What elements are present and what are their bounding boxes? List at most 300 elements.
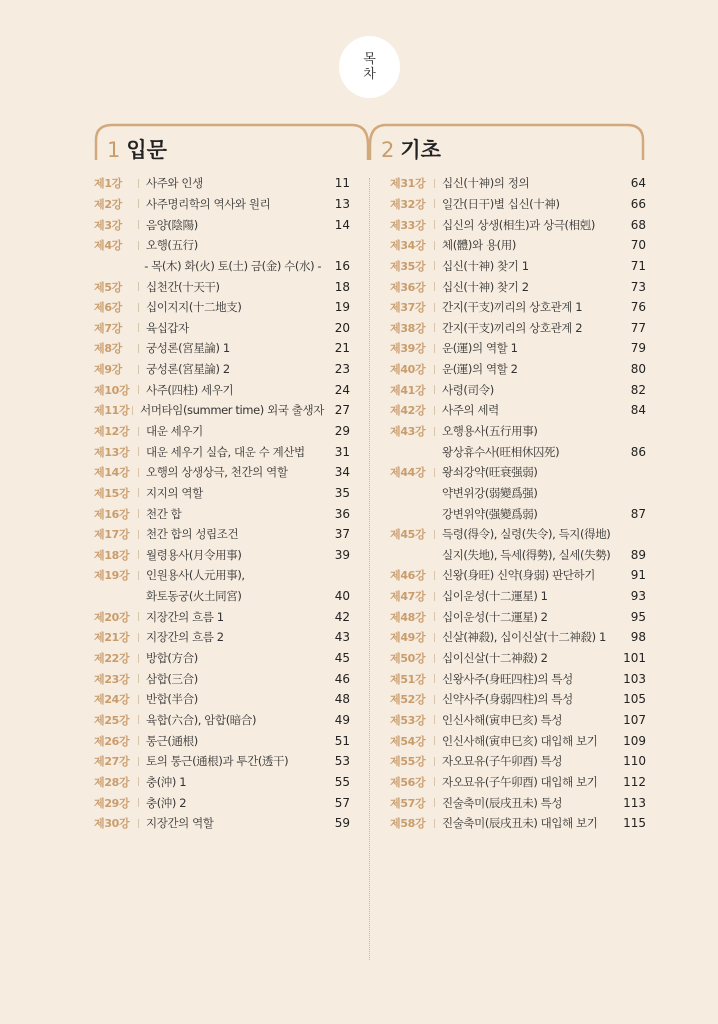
page-number: 42: [334, 609, 350, 624]
lecture-number: 제55강: [390, 755, 426, 769]
lecture-title: 사주명리학의 역사와 원리: [146, 196, 271, 211]
lecture-number: 제2강: [94, 197, 123, 211]
lecture-number: 제23강: [94, 672, 130, 686]
lecture-title: 사주의 세력: [442, 403, 499, 418]
lecture-number: 제11강: [94, 404, 130, 418]
page-number: 95: [630, 609, 646, 624]
lecture-title: 궁성론(宮星論) 1: [146, 341, 230, 356]
lecture-title: 간지(干支)끼리의 상호관계 1: [442, 300, 583, 315]
separator: [138, 179, 139, 188]
lecture-title: 사주와 인생: [146, 176, 203, 191]
separator: [434, 612, 435, 621]
page-number: 11: [334, 176, 350, 191]
lecture-title: 궁성론(宮星論) 2: [146, 362, 230, 377]
page-number: 55: [334, 774, 350, 789]
lecture-number: 제12강: [94, 425, 130, 438]
toc-entry[interactable]: [94, 194, 350, 215]
lecture-number: 제29강: [94, 796, 130, 810]
page-number: 86: [630, 444, 646, 459]
lecture-number: 제35강: [390, 259, 426, 273]
toc-entry[interactable]: [94, 379, 350, 400]
lecture-number: 제53강: [390, 713, 426, 727]
separator: [434, 736, 435, 745]
lecture-title: 십신(十神) 찾기 2: [442, 279, 529, 294]
page-number: 59: [334, 816, 350, 831]
toc-entry[interactable]: [390, 214, 646, 235]
separator: [434, 674, 435, 683]
lecture-title: 왕쇠강약(旺衰强弱): [442, 465, 538, 480]
toc-entry-continuation[interactable]: [94, 256, 350, 277]
lecture-number: 제21강: [94, 631, 130, 645]
lecture-number: 제45강: [390, 528, 426, 542]
lecture-title: 체(體)와 용(用): [442, 238, 516, 253]
lecture-number: 제49강: [390, 631, 426, 645]
separator: [138, 323, 139, 332]
toc-entry[interactable]: [94, 503, 350, 524]
lecture-title: 지장간의 역할: [146, 816, 214, 831]
lecture-number: 제25강: [94, 713, 130, 727]
lecture-number: 제50강: [390, 652, 426, 666]
separator: [138, 550, 139, 559]
lecture-number: 제58강: [390, 817, 426, 831]
page-number: 23: [334, 362, 350, 377]
page-number: 79: [630, 341, 646, 356]
page-number: 37: [334, 527, 350, 542]
page-number: 84: [630, 403, 646, 418]
lecture-number: 제1강: [94, 177, 123, 191]
separator: [434, 406, 435, 415]
lecture-title: 서머타임(summer time) 외국 출생자: [140, 403, 324, 418]
separator: [138, 777, 139, 786]
toc-entry[interactable]: [390, 792, 646, 813]
separator: [132, 406, 133, 415]
toc-entry[interactable]: [94, 751, 350, 772]
toc-entry[interactable]: [94, 359, 350, 380]
separator: [434, 385, 435, 394]
page-number: 19: [334, 300, 350, 315]
page-number: 71: [630, 258, 646, 273]
page-number: 20: [334, 320, 350, 335]
toc-entry[interactable]: [94, 400, 350, 421]
toc-entry[interactable]: [390, 421, 646, 442]
separator: [434, 715, 435, 724]
lecture-title: 신약사주(身弱四柱)의 특성: [442, 692, 573, 707]
lecture-title: 사주(四柱) 세우기: [146, 382, 234, 397]
page-number: 18: [334, 279, 350, 294]
lecture-title: 자오묘유(子午卯酉) 대입해 보기: [442, 774, 598, 789]
lecture-title: 자오묘유(子午卯酉) 특성: [442, 754, 563, 769]
lecture-number: 제57강: [390, 796, 426, 810]
lecture-title: 충(沖) 1: [146, 774, 187, 789]
toc-entry[interactable]: [94, 338, 350, 359]
section-brackets: [0, 0, 718, 200]
section-1-heading: [107, 134, 167, 164]
section-2-list: [390, 173, 646, 834]
page-number: 53: [334, 754, 350, 769]
toc-entry[interactable]: [94, 462, 350, 483]
section-title: 입문: [126, 138, 167, 162]
lecture-title: 십천간(十天干): [146, 279, 220, 294]
lecture-number: 제31강: [390, 177, 426, 191]
page-number: 13: [334, 196, 350, 211]
separator: [434, 468, 435, 477]
page-number: 73: [630, 279, 646, 294]
lecture-number: 제24강: [94, 693, 130, 707]
separator: [138, 654, 139, 663]
lecture-number: 제40강: [390, 363, 426, 377]
lecture-number: 제28강: [94, 775, 130, 789]
lecture-title: 실지(失地), 득세(得勢), 실세(失勢): [442, 547, 611, 562]
lecture-title: 대운 세우기 실습, 대운 수 계산법: [146, 444, 305, 459]
separator: [138, 303, 139, 312]
toc-entry[interactable]: [390, 813, 646, 834]
lecture-title: 오행용사(五行用事): [442, 424, 538, 438]
separator: [138, 633, 139, 642]
section-2-heading: [381, 134, 441, 164]
lecture-title: 약변위강(弱變爲强): [442, 485, 538, 500]
separator: [138, 427, 139, 436]
toc-entry[interactable]: [94, 214, 350, 235]
lecture-number: 제13강: [94, 445, 130, 459]
separator: [434, 323, 435, 332]
lecture-number: 제6강: [94, 301, 123, 315]
lecture-number: 제54강: [390, 734, 426, 748]
toc-entry[interactable]: [94, 606, 350, 627]
toc-entry-continuation[interactable]: [94, 586, 350, 607]
page-number: 70: [630, 238, 646, 253]
toc-entry[interactable]: [390, 648, 646, 669]
toc-entry[interactable]: [390, 524, 646, 545]
separator: [138, 488, 139, 497]
separator: [434, 220, 435, 229]
toc-entry[interactable]: [390, 627, 646, 648]
lecture-number: 제56강: [390, 775, 426, 789]
toc-entry[interactable]: [390, 317, 646, 338]
lecture-number: 제42강: [390, 404, 426, 418]
separator: [138, 282, 139, 291]
lecture-title: 진술축미(辰戌丑未) 특성: [442, 795, 563, 810]
lecture-title: 통근(通根): [146, 733, 198, 748]
lecture-title: 충(沖) 2: [146, 795, 187, 810]
toc-entry[interactable]: [94, 565, 350, 586]
toc-entry[interactable]: [94, 710, 350, 731]
lecture-title: 십이운성(十二運星) 2: [442, 609, 548, 624]
lecture-title: - 목(木) 화(火) 토(土) 금(金) 수(水) -: [144, 258, 322, 273]
lecture-number: 제37강: [390, 301, 426, 315]
toc-entry-continuation[interactable]: [390, 503, 646, 524]
toc-entry[interactable]: [390, 689, 646, 710]
lecture-title: 인신사해(寅申巳亥) 특성: [442, 712, 563, 727]
lecture-number: 제39강: [390, 342, 426, 356]
lecture-title: 음양(陰陽): [146, 217, 198, 232]
lecture-number: 제33강: [390, 218, 426, 232]
lecture-number: 제14강: [94, 466, 130, 480]
page-number: 109: [623, 733, 646, 748]
lecture-title: 신왕(身旺) 신약(身弱) 판단하기: [442, 568, 595, 583]
lecture-number: 제10강: [94, 383, 130, 397]
toc-entry[interactable]: [94, 668, 350, 689]
lecture-title: 간지(干支)끼리의 상호관계 2: [442, 320, 583, 335]
separator: [138, 819, 139, 828]
separator: [434, 571, 435, 580]
section-title: 기초: [400, 138, 441, 162]
lecture-number: 제48강: [390, 610, 426, 624]
lecture-number: 제19강: [94, 569, 130, 583]
toc-entry[interactable]: [390, 772, 646, 793]
separator: [434, 344, 435, 353]
toc-entry[interactable]: [94, 276, 350, 297]
page-number: 40: [334, 589, 350, 604]
lecture-title: 진술축미(辰戌丑未) 대입해 보기: [442, 816, 598, 831]
lecture-number: 제17강: [94, 528, 130, 542]
page-number: 36: [334, 506, 350, 521]
separator: [138, 674, 139, 683]
separator: [138, 385, 139, 394]
lecture-number: 제51강: [390, 672, 426, 686]
toc-entry[interactable]: [390, 565, 646, 586]
lecture-number: 제9강: [94, 363, 123, 377]
separator: [138, 468, 139, 477]
toc-entry[interactable]: [94, 524, 350, 545]
toc-entry[interactable]: [94, 792, 350, 813]
toc-entry[interactable]: [390, 730, 646, 751]
lecture-title: 지장간의 흐름 2: [146, 630, 224, 645]
lecture-number: 제47강: [390, 590, 426, 604]
lecture-title: 대운 세우기: [146, 424, 203, 438]
lecture-number: 제52강: [390, 693, 426, 707]
page-number: 110: [623, 754, 646, 769]
page-number: 34: [334, 465, 350, 480]
badge-text-1: 목: [363, 52, 376, 67]
page-number: 91: [630, 568, 646, 583]
lecture-number: 제15강: [94, 486, 130, 500]
section-number: 1: [107, 138, 121, 162]
section-number: 2: [381, 138, 395, 162]
lecture-title: 인신사해(寅申巳亥) 대입해 보기: [442, 733, 598, 748]
lecture-title: 운(運)의 역할 2: [442, 362, 518, 377]
lecture-number: 제36강: [390, 280, 426, 294]
separator: [434, 365, 435, 374]
separator: [138, 757, 139, 766]
separator: [138, 695, 139, 704]
lecture-number: 제22강: [94, 652, 130, 666]
lecture-title: 득령(得令), 실령(失令), 득지(得地): [442, 527, 611, 542]
toc-entry[interactable]: [94, 772, 350, 793]
page-number: 107: [623, 712, 646, 727]
toc-entry[interactable]: [390, 606, 646, 627]
toc-entry[interactable]: [94, 730, 350, 751]
toc-entry[interactable]: [94, 483, 350, 504]
lecture-number: 제5강: [94, 280, 123, 294]
toc-entry[interactable]: [390, 710, 646, 731]
lecture-title: 신왕사주(身旺四柱)의 특성: [442, 671, 573, 686]
page-number: 64: [630, 176, 646, 191]
page-number: 98: [630, 630, 646, 645]
lecture-number: 제27강: [94, 755, 130, 769]
lecture-number: 제18강: [94, 548, 130, 562]
page-number: 105: [623, 692, 646, 707]
toc-entry-continuation[interactable]: [390, 441, 646, 462]
lecture-title: 육십갑자: [146, 320, 189, 335]
lecture-number: 제44강: [390, 466, 426, 480]
toc-entry[interactable]: [390, 668, 646, 689]
separator: [138, 447, 139, 456]
separator: [138, 715, 139, 724]
lecture-number: 제38강: [390, 321, 426, 335]
lecture-number: 제20강: [94, 610, 130, 624]
page-number: 113: [623, 795, 646, 810]
separator: [138, 344, 139, 353]
lecture-title: 화토동궁(火土同宮): [146, 589, 242, 604]
page-number: 68: [630, 217, 646, 232]
lecture-title: 십신(十神) 찾기 1: [442, 258, 529, 273]
page-number: 89: [630, 547, 646, 562]
separator: [138, 736, 139, 745]
lecture-title: 토의 통근(通根)과 투간(透干): [146, 754, 289, 769]
separator: [138, 530, 139, 539]
lecture-title: 삼합(三合): [146, 671, 198, 686]
lecture-title: 십이운성(十二運星) 1: [442, 589, 548, 604]
separator: [434, 798, 435, 807]
separator: [434, 633, 435, 642]
separator: [434, 819, 435, 828]
toc-entry[interactable]: [390, 379, 646, 400]
lecture-number: 제41강: [390, 383, 426, 397]
lecture-title: 신살(神殺), 십이신살(十二神殺) 1: [442, 630, 606, 645]
toc-entry[interactable]: [390, 400, 646, 421]
page-number: 21: [334, 341, 350, 356]
separator: [434, 261, 435, 270]
page-number: 112: [623, 774, 646, 789]
page-number: 29: [334, 424, 350, 438]
separator: [138, 365, 139, 374]
separator: [138, 199, 139, 208]
separator: [138, 798, 139, 807]
lecture-number: 제34강: [390, 239, 426, 253]
toc-entry[interactable]: [94, 648, 350, 669]
toc-entry[interactable]: [94, 297, 350, 318]
separator: [138, 509, 139, 518]
page-number: 46: [334, 671, 350, 686]
toc-entry[interactable]: [94, 235, 350, 256]
toc-entry[interactable]: [94, 441, 350, 462]
toc-entry[interactable]: [94, 545, 350, 566]
page-number: 16: [334, 258, 350, 273]
lecture-title: 육합(六合), 암합(暗合): [146, 712, 257, 727]
toc-entry[interactable]: [390, 256, 646, 277]
separator: [434, 427, 435, 436]
toc-entry[interactable]: [94, 317, 350, 338]
toc-entry[interactable]: [94, 421, 350, 442]
lecture-number: 제16강: [94, 507, 130, 521]
column-divider: [369, 178, 370, 960]
toc-entry[interactable]: [390, 462, 646, 483]
page-number: 24: [334, 382, 350, 397]
toc-entry[interactable]: [390, 173, 646, 194]
separator: [434, 777, 435, 786]
separator: [434, 282, 435, 291]
page-number: 82: [630, 382, 646, 397]
separator: [434, 695, 435, 704]
lecture-number: 제43강: [390, 425, 426, 438]
lecture-number: 제7강: [94, 321, 123, 335]
toc-entry[interactable]: [94, 813, 350, 834]
lecture-number: 제32강: [390, 197, 426, 211]
lecture-title: 방합(方合): [146, 651, 198, 666]
toc-entry[interactable]: [94, 689, 350, 710]
separator: [434, 592, 435, 601]
separator: [138, 612, 139, 621]
toc-entry[interactable]: [390, 359, 646, 380]
lecture-number: 제46강: [390, 569, 426, 583]
page-number: 31: [334, 444, 350, 459]
lecture-number: 제30강: [94, 817, 130, 831]
lecture-title: 오행(五行): [146, 238, 198, 253]
lecture-title: 반합(半合): [146, 692, 198, 707]
page-number: 45: [334, 651, 350, 666]
page-number: 27: [334, 403, 350, 418]
toc-entry[interactable]: [390, 276, 646, 297]
toc-entry[interactable]: [390, 194, 646, 215]
lecture-title: 왕상휴수사(旺相休囚死): [442, 444, 560, 459]
toc-entry[interactable]: [94, 627, 350, 648]
lecture-number: 제8강: [94, 342, 123, 356]
lecture-title: 월령용사(月令用事): [146, 547, 242, 562]
lecture-title: 인원용사(人元用事),: [146, 568, 245, 583]
toc-entry[interactable]: [390, 235, 646, 256]
toc-entry[interactable]: [390, 297, 646, 318]
lecture-title: 십신(十神)의 정의: [442, 176, 530, 191]
page-number: 103: [623, 671, 646, 686]
page-number: 57: [334, 795, 350, 810]
section-1-list: [94, 173, 350, 834]
toc-entry[interactable]: [390, 338, 646, 359]
toc-entry[interactable]: [390, 751, 646, 772]
page-number: 51: [334, 733, 350, 748]
separator: [138, 220, 139, 229]
lecture-title: 강변위약(强變爲弱): [442, 506, 538, 521]
lecture-title: 천간 합: [146, 506, 182, 521]
lecture-title: 지지의 역할: [146, 485, 203, 500]
separator: [434, 241, 435, 250]
separator: [138, 571, 139, 580]
page-number: 35: [334, 485, 350, 500]
toc-entry-continuation[interactable]: [390, 483, 646, 504]
separator: [434, 179, 435, 188]
page-number: 101: [623, 651, 646, 666]
lecture-number: 제26강: [94, 734, 130, 748]
lecture-title: 십이신살(十二神殺) 2: [442, 651, 548, 666]
lecture-title: 십이지지(十二地支): [146, 300, 242, 315]
page-number: 66: [630, 196, 646, 211]
separator: [138, 241, 139, 250]
page-number: 77: [630, 320, 646, 335]
lecture-title: 사령(司令): [442, 382, 494, 397]
separator: [434, 654, 435, 663]
page-number: 14: [334, 217, 350, 232]
page-number: 93: [630, 589, 646, 604]
toc-entry[interactable]: [94, 173, 350, 194]
page-number: 49: [334, 712, 350, 727]
toc-entry-continuation[interactable]: [390, 545, 646, 566]
page-number: 48: [334, 692, 350, 707]
lecture-number: 제4강: [94, 239, 123, 253]
page-number: 43: [334, 630, 350, 645]
separator: [434, 530, 435, 539]
page-number: 87: [630, 506, 646, 521]
toc-entry[interactable]: [390, 586, 646, 607]
separator: [434, 303, 435, 312]
